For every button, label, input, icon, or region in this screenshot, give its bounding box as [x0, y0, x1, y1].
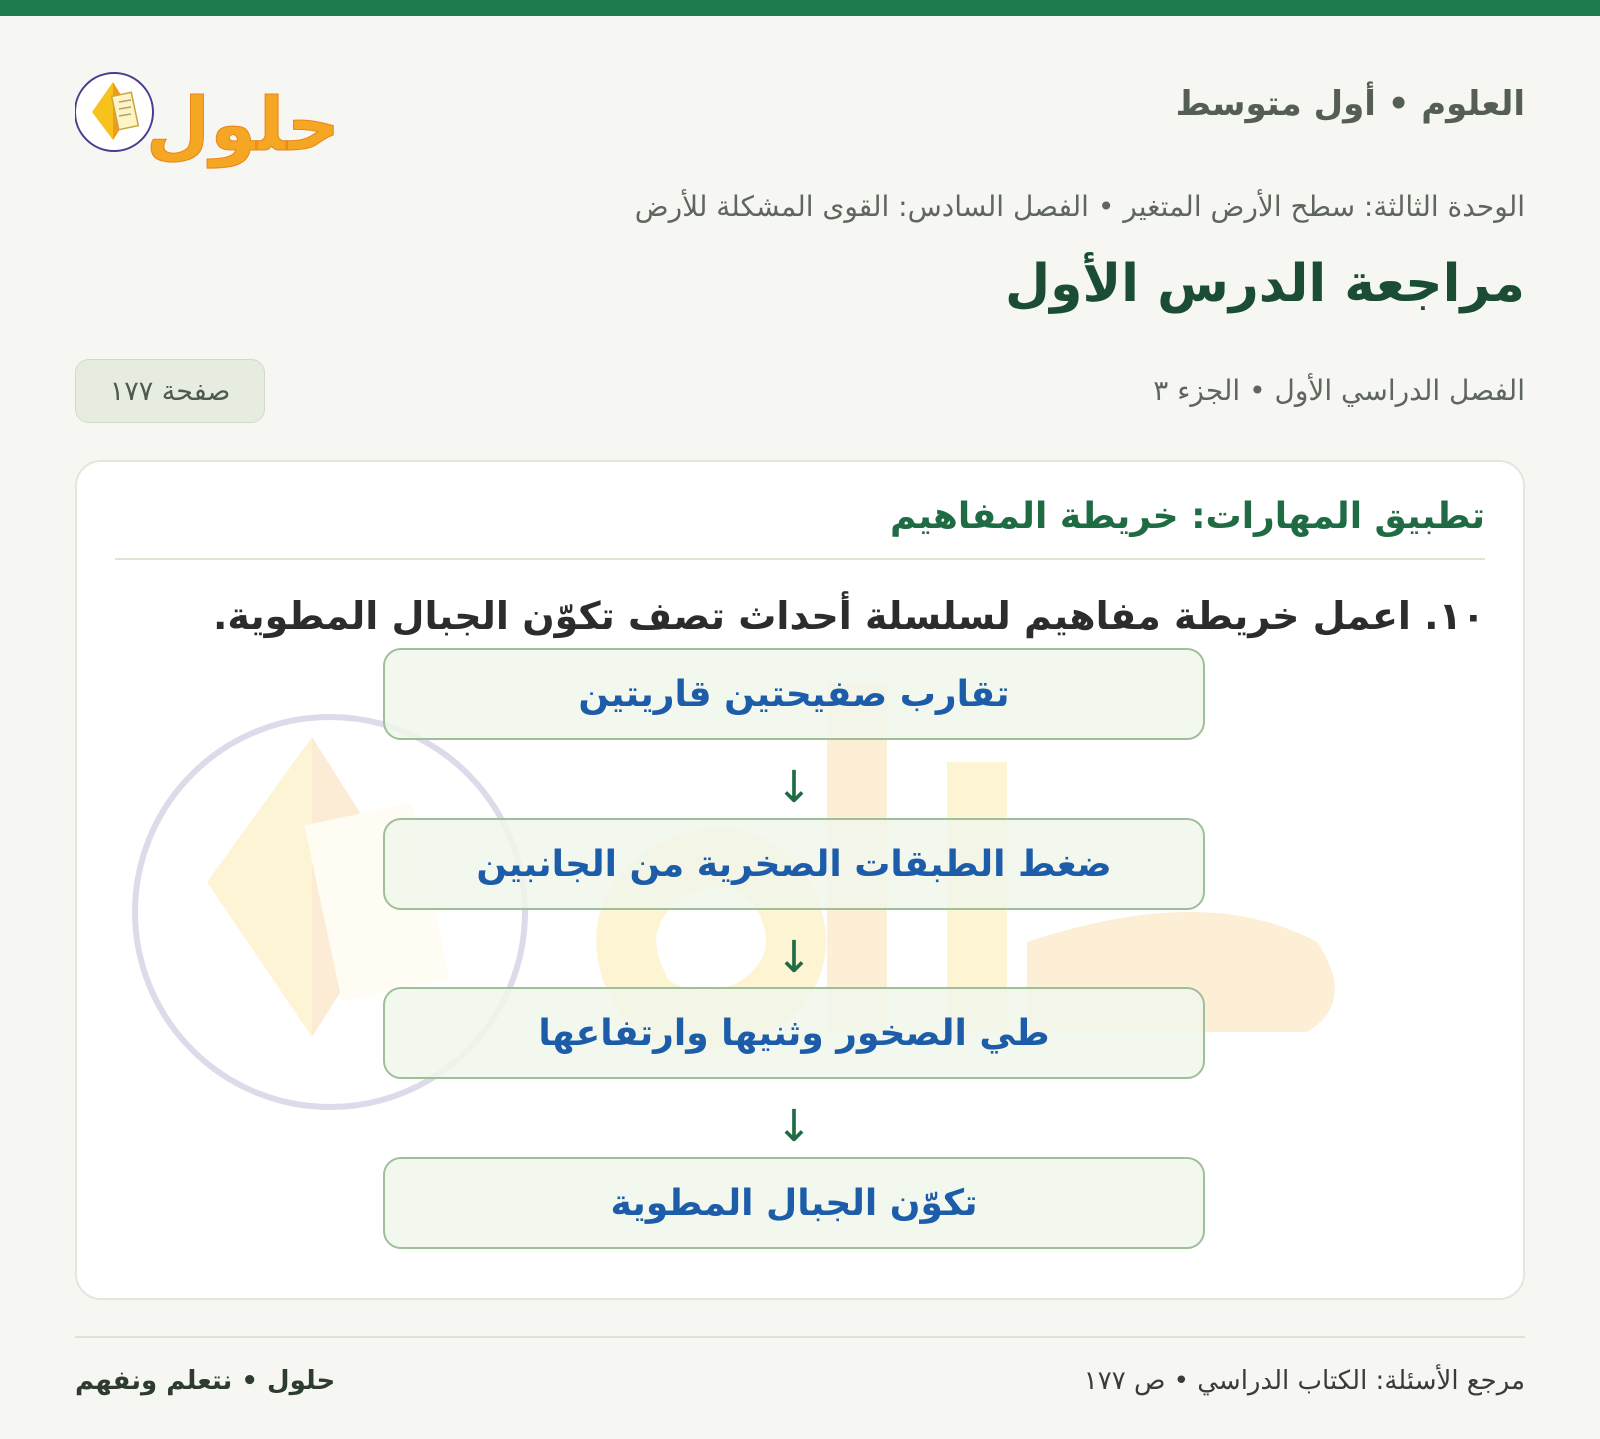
concept-map-step: تقارب صفيحتين قاريتين — [383, 648, 1205, 740]
page-title: مراجعة الدرس الأول — [1005, 254, 1525, 314]
subject-grade-label: العلوم • أول متوسط — [1175, 84, 1525, 124]
down-arrow-icon: ↓ — [775, 762, 813, 813]
concept-map-step: تكوّن الجبال المطوية — [383, 1157, 1205, 1249]
question-text: ١٠. اعمل خريطة مفاهيم لسلسلة أحداث تصف تكوّن الجبال المطوية. — [212, 594, 1485, 638]
unit-chapter-line: الوحدة الثالثة: سطح الأرض المتغير • الفصل السادس: القوى المشكلة للأرض — [634, 190, 1525, 223]
down-arrow-icon: ↓ — [775, 932, 813, 983]
concept-map-step: طي الصخور وثنيها وارتفاعها — [383, 987, 1205, 1079]
concept-map-step: ضغط الطبقات الصخرية من الجانبين — [383, 818, 1205, 910]
footer-reference: مرجع الأسئلة: الكتاب الدراسي • ص ١٧٧ — [1083, 1366, 1525, 1396]
page-number-badge: صفحة ١٧٧ — [75, 359, 265, 423]
term-part-line: الفصل الدراسي الأول • الجزء ٣ — [1153, 374, 1525, 407]
footer-divider — [75, 1336, 1525, 1338]
hulul-logo-icon — [75, 54, 335, 174]
top-accent-bar — [0, 0, 1600, 16]
down-arrow-icon: ↓ — [775, 1101, 813, 1152]
brand-logo[interactable] — [75, 54, 335, 174]
page — [75, 16, 1525, 1439]
section-title: تطبيق المهارات: خريطة المفاهيم — [889, 496, 1485, 537]
svg-text:حلول: حلول — [145, 82, 335, 168]
concept-map-flow — [77, 462, 1523, 1298]
exercise-card — [75, 460, 1525, 1300]
footer-brand: حلول • نتعلم ونفهم — [75, 1366, 336, 1396]
